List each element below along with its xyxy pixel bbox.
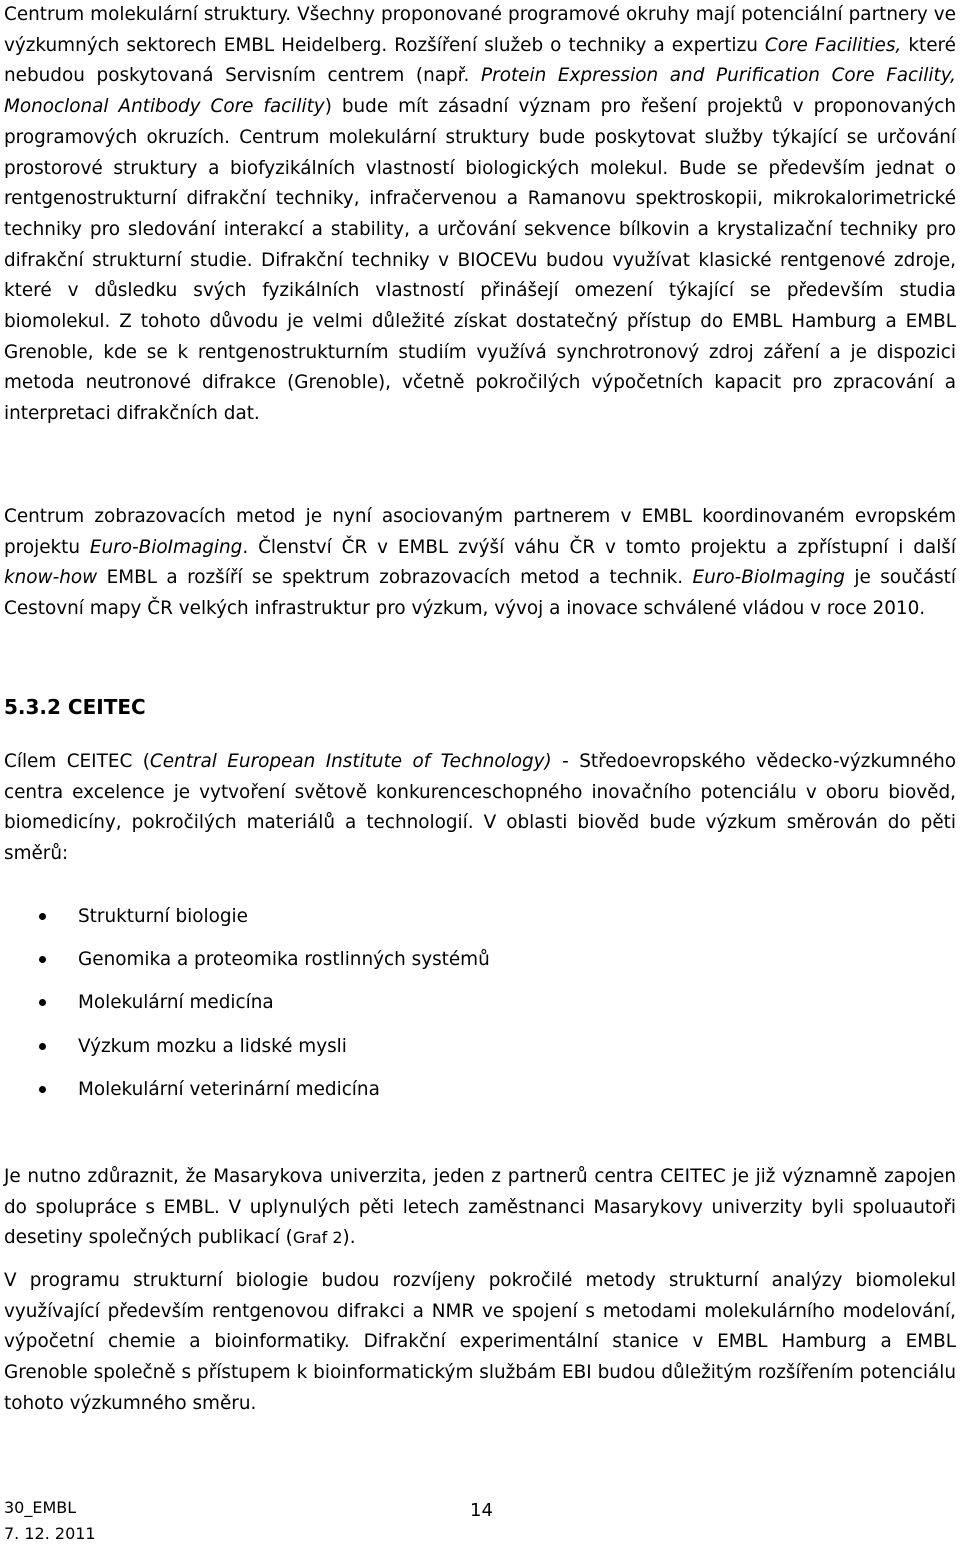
list-item-label: Výzkum mozku a lidské mysli (78, 1035, 347, 1057)
p2-italic-know-how: know-how (4, 567, 98, 589)
p1-italic-facility-names: Protein Expression and Purification Core Facility, Monoclonal Antibody Core facility (4, 65, 956, 118)
page-number: 14 (470, 1500, 493, 1521)
paragraph-imaging-methods (4, 502, 956, 625)
paragraph-structural-biology: V programu strukturní biologie budou rozvíjeny pokročilé metody strukturní analýzy biomolekul využívající především rentgenovou difrakci a NMR ve spojení s metodami molekulárního modelování, výpočetní chemie a bioinformatiky. Difrakční experimentální stanice v EMBL Hamburg a EMBL Grenoble společně s přístupem k bioinformatickým službám EBI budou důležitým rozšířením potenciálu tohoto výzkumného směru. (4, 1270, 956, 1414)
paragraph-ceitec-goal (4, 747, 956, 870)
list-item-label: Molekulární medicína (78, 992, 274, 1014)
p2-text-2: . Členství ČR v EMBL zvýší váhu ČR v tomto projektu a zpřístupní i další (242, 536, 956, 558)
p4-text-1: Je nutno zdůraznit, že Masarykova univerzita, jeden z partnerů centra CEITEC je již významně zapojen do spolupráce s EMBL. V uplynulých pěti letech zaměstnanci Masarykovy univerzity byli spoluautoři desetiny společných publikací ( (4, 1166, 956, 1249)
p2-italic-euro-bioimaging: Euro-BioImaging (89, 536, 243, 558)
p3-text-1: Cílem CEITEC ( (4, 751, 150, 772)
graph-reference: Graf 2 (292, 1228, 343, 1248)
list-item-label: Strukturní biologie (78, 906, 248, 927)
p2-text-4: je součástí Cestovní mapy ČR velkých infrastruktur pro výzkum, vývoj a inovace schválené vládou v roce 2010. (4, 567, 957, 620)
list-item (4, 988, 956, 1031)
paragraph-molecular-structure (4, 0, 956, 430)
p2-italic-euro-bioimaging-2: Euro-BioImaging (692, 567, 845, 589)
bullet-icon (39, 913, 46, 920)
list-item (4, 945, 956, 988)
footer-doc-id: 30_EMBL (4, 1498, 77, 1517)
p1-italic-core-facilities: Core Facilities, (764, 34, 902, 56)
p2-text-1: Centrum zobrazovacích metod je nyní asociovaným partnerem v EMBL koordinovaném evropském projektu (4, 506, 956, 558)
footer-date: 7. 12. 2011 (4, 1524, 96, 1543)
list-item-label: Molekulární veterinární medicína (78, 1078, 380, 1100)
p3-italic-ceitec-name: Central European Institute of Technology) (149, 751, 552, 772)
footer-document-info (4, 1495, 96, 1547)
p2-text-3: EMBL a rozšíří se spektrum zobrazovacích metod a technik. (97, 567, 693, 589)
list-item-label: Genomika a proteomika rostlinných systémů (78, 949, 490, 971)
p1-text-1: Centrum molekulární struktury. Všechny proponované programové okruhy mají potenciální partnery ve výzkumných sektorech EMBL Heidelberg. Rozšíření služeb o techniky a expertizu (4, 4, 956, 56)
research-directions-list (4, 902, 956, 1118)
list-item (4, 1032, 956, 1075)
bullet-icon (39, 1043, 46, 1050)
section-heading-ceitec: 5.3.2 CEITEC (4, 695, 146, 719)
bullet-icon (39, 1086, 46, 1093)
list-item (4, 902, 956, 945)
p1-text-3: ) bude mít zásadní význam pro řešení projektů v proponovaných programových okruzích. Centrum molekulární struktury bude poskytovat služby týkající se určování prostorové struktury a biofyzikálních vlastností biologických molekul. Bude se především jednat o rentgenostrukturní difrakční techniky, infračervenou a Ramanovu spektroskopii, mikrokalorimetrické techniky pro sledování interakcí a stability, a určování sekvence bílkovin a krystalizační techniky pro difrakční strukturní studie. Difrakční techniky v BIOCEVu budou využívat klasické rentgenové zdroje, které v důsledku svých fyzikálních vlastností přinášejí omezení týkající se především studia biomolekul. Z tohoto důvodu je velmi důležité získat dostatečný přístup do EMBL Hamburg a EMBL Grenoble, kde se k rentgenostrukturním studiím využívá synchrotronový zdroj záření a je dispozici metoda neutronové difrakce (Grenoble), včetně pokročilých výpočetních kapacit pro zpracování a interpretaci difrakčních dat. (4, 96, 957, 425)
p3-text-2: - Středoevropského vědecko-výzkumného centra excelence je vytvoření světově konkurenceschopného inovačního potenciálu v oboru biověd, biomedicíny, pokročilých materiálů a technologií. V oblasti biověd bude výzkum směrován do pěti směrů: (4, 751, 956, 865)
p4-text-2: ). (342, 1227, 356, 1249)
bullet-icon (39, 956, 46, 963)
p1-text-2: které nebudou poskytovaná Servisním centrem (např. (4, 34, 956, 87)
bullet-icon (39, 999, 46, 1006)
list-item (4, 1075, 956, 1118)
paragraph-masaryk-university (4, 1162, 956, 1254)
